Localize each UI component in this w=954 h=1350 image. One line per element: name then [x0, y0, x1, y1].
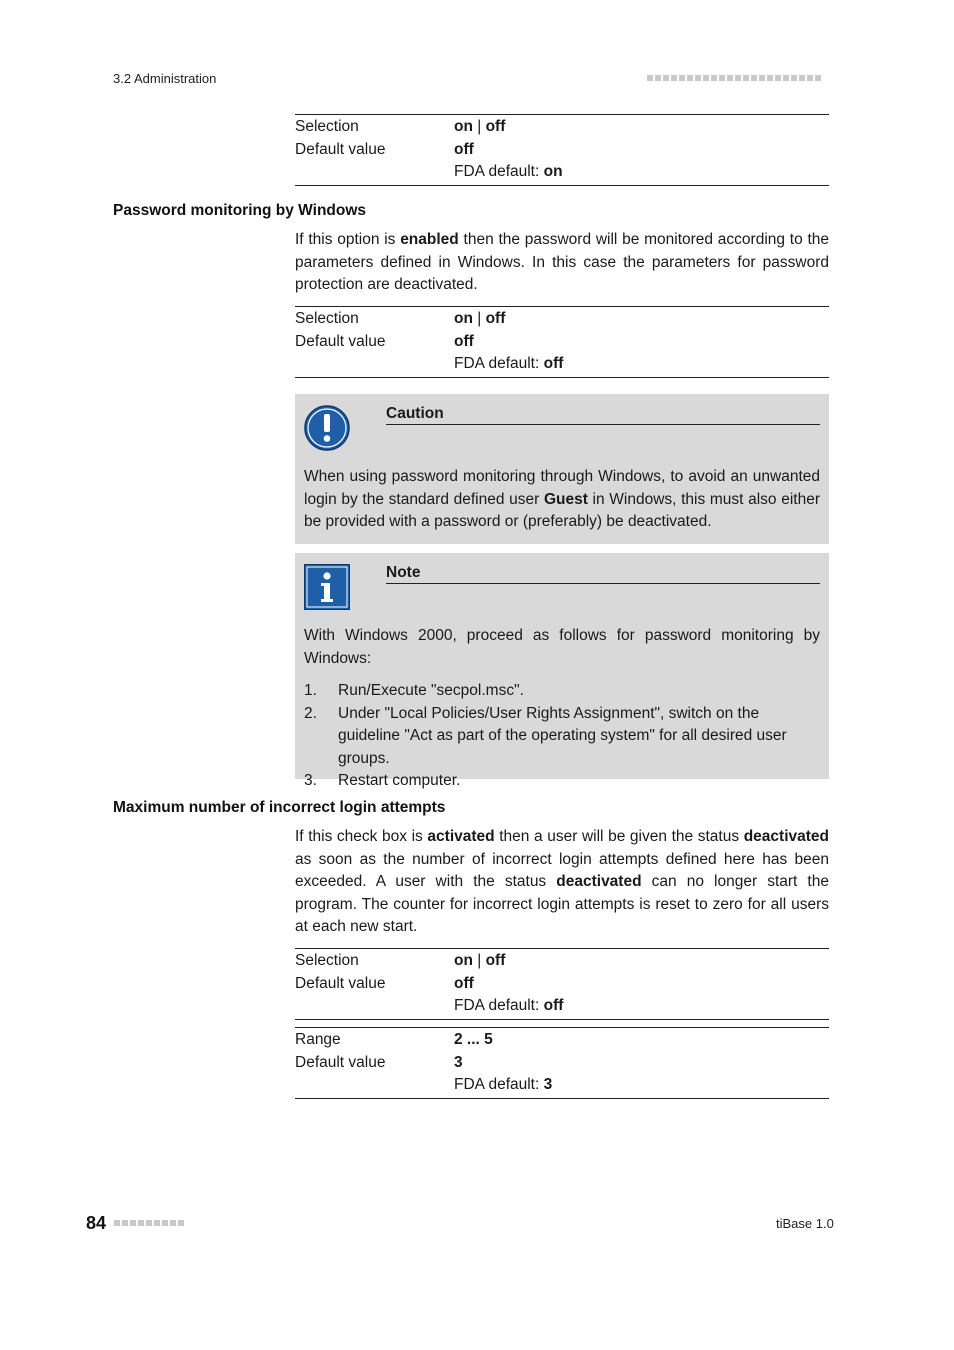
- row-label: Selection: [295, 118, 359, 135]
- table-row: [295, 1074, 829, 1097]
- row-value: 2 ... 5: [454, 1031, 493, 1048]
- row-label: Range: [295, 1031, 341, 1048]
- page-number: 84: [86, 1213, 107, 1233]
- parameter-table-max-login-selection: [295, 948, 829, 1020]
- row-value: FDA default: off: [454, 355, 564, 372]
- section-title-max-login: Maximum number of incorrect login attempts: [113, 799, 446, 816]
- caution-title: Caution: [386, 405, 820, 425]
- running-header-section: 3.2 Administration: [113, 71, 217, 86]
- table-row: [295, 973, 829, 996]
- row-value: on | off: [454, 952, 506, 969]
- row-value: on | off: [454, 310, 506, 327]
- parameter-table-1: [295, 114, 829, 186]
- note-steps-list: [304, 680, 820, 793]
- row-value: off: [454, 332, 474, 350]
- max-login-paragraph: If this check box is activated then a user will be given the status deactivated as soon as the number of incorrect login attempts defined here has been exceeded. A user with the status deactivated can no longer start the program. The counter for incorrect login attempts is reset to zero for all users at each new start.: [295, 828, 829, 935]
- table-row: [295, 1052, 829, 1075]
- footer-decoration-dots: [114, 1220, 184, 1226]
- table-row: [295, 1029, 829, 1052]
- note-intro: With Windows 2000, proceed as follows for password monitoring by Windows:: [304, 627, 820, 667]
- row-label: Selection: [295, 310, 359, 327]
- footer-product: tiBase 1.0: [776, 1216, 834, 1231]
- table-row: [295, 161, 829, 184]
- section-title-password-monitoring: Password monitoring by Windows: [113, 202, 367, 219]
- list-item: 1. Run/Execute "secpol.msc".: [304, 682, 524, 699]
- caution-box: [295, 394, 829, 544]
- list-item: 2. Under "Local Policies/User Rights Assignment", switch on the guideline "Act as part of the operating system" for all desired user groups.: [304, 704, 787, 767]
- row-value: FDA default: 3: [454, 1076, 553, 1093]
- table-row: [295, 950, 829, 973]
- note-box: [295, 553, 829, 789]
- parameter-table-max-login-range: [295, 1027, 829, 1099]
- exclamation-icon: [304, 405, 350, 451]
- row-label: Default value: [295, 140, 386, 158]
- parameter-table-password-monitoring: [295, 306, 829, 378]
- row-value: off: [454, 974, 474, 992]
- table-row: [295, 308, 829, 331]
- row-label: Default value: [295, 974, 386, 992]
- note-title: Note: [386, 564, 820, 584]
- caution-text: When using password monitoring through Windows, to avoid an unwanted login by the standard defined user Guest in Windows, this must also either be provided with a password or (preferably) be deactivated.: [304, 468, 820, 530]
- row-value: on | off: [454, 118, 506, 135]
- row-label: Default value: [295, 1053, 386, 1071]
- row-value: FDA default: off: [454, 997, 564, 1014]
- list-item: 3. Restart computer.: [304, 772, 461, 789]
- table-row: [295, 116, 829, 139]
- row-label: Selection: [295, 952, 359, 969]
- password-monitoring-paragraph: If this option is enabled then the password will be monitored according to the parameters defined in Windows. In this case the parameters for password protection are deactivated.: [295, 231, 829, 293]
- header-decoration-dots: [647, 75, 821, 81]
- table-row: [295, 139, 829, 162]
- row-value: off: [454, 140, 474, 158]
- info-icon: [304, 564, 350, 610]
- row-value: 3: [454, 1053, 463, 1071]
- row-value: FDA default: on: [454, 163, 563, 180]
- table-row: [295, 995, 829, 1018]
- table-row: [295, 353, 829, 376]
- table-row: [295, 331, 829, 354]
- row-label: Default value: [295, 332, 386, 350]
